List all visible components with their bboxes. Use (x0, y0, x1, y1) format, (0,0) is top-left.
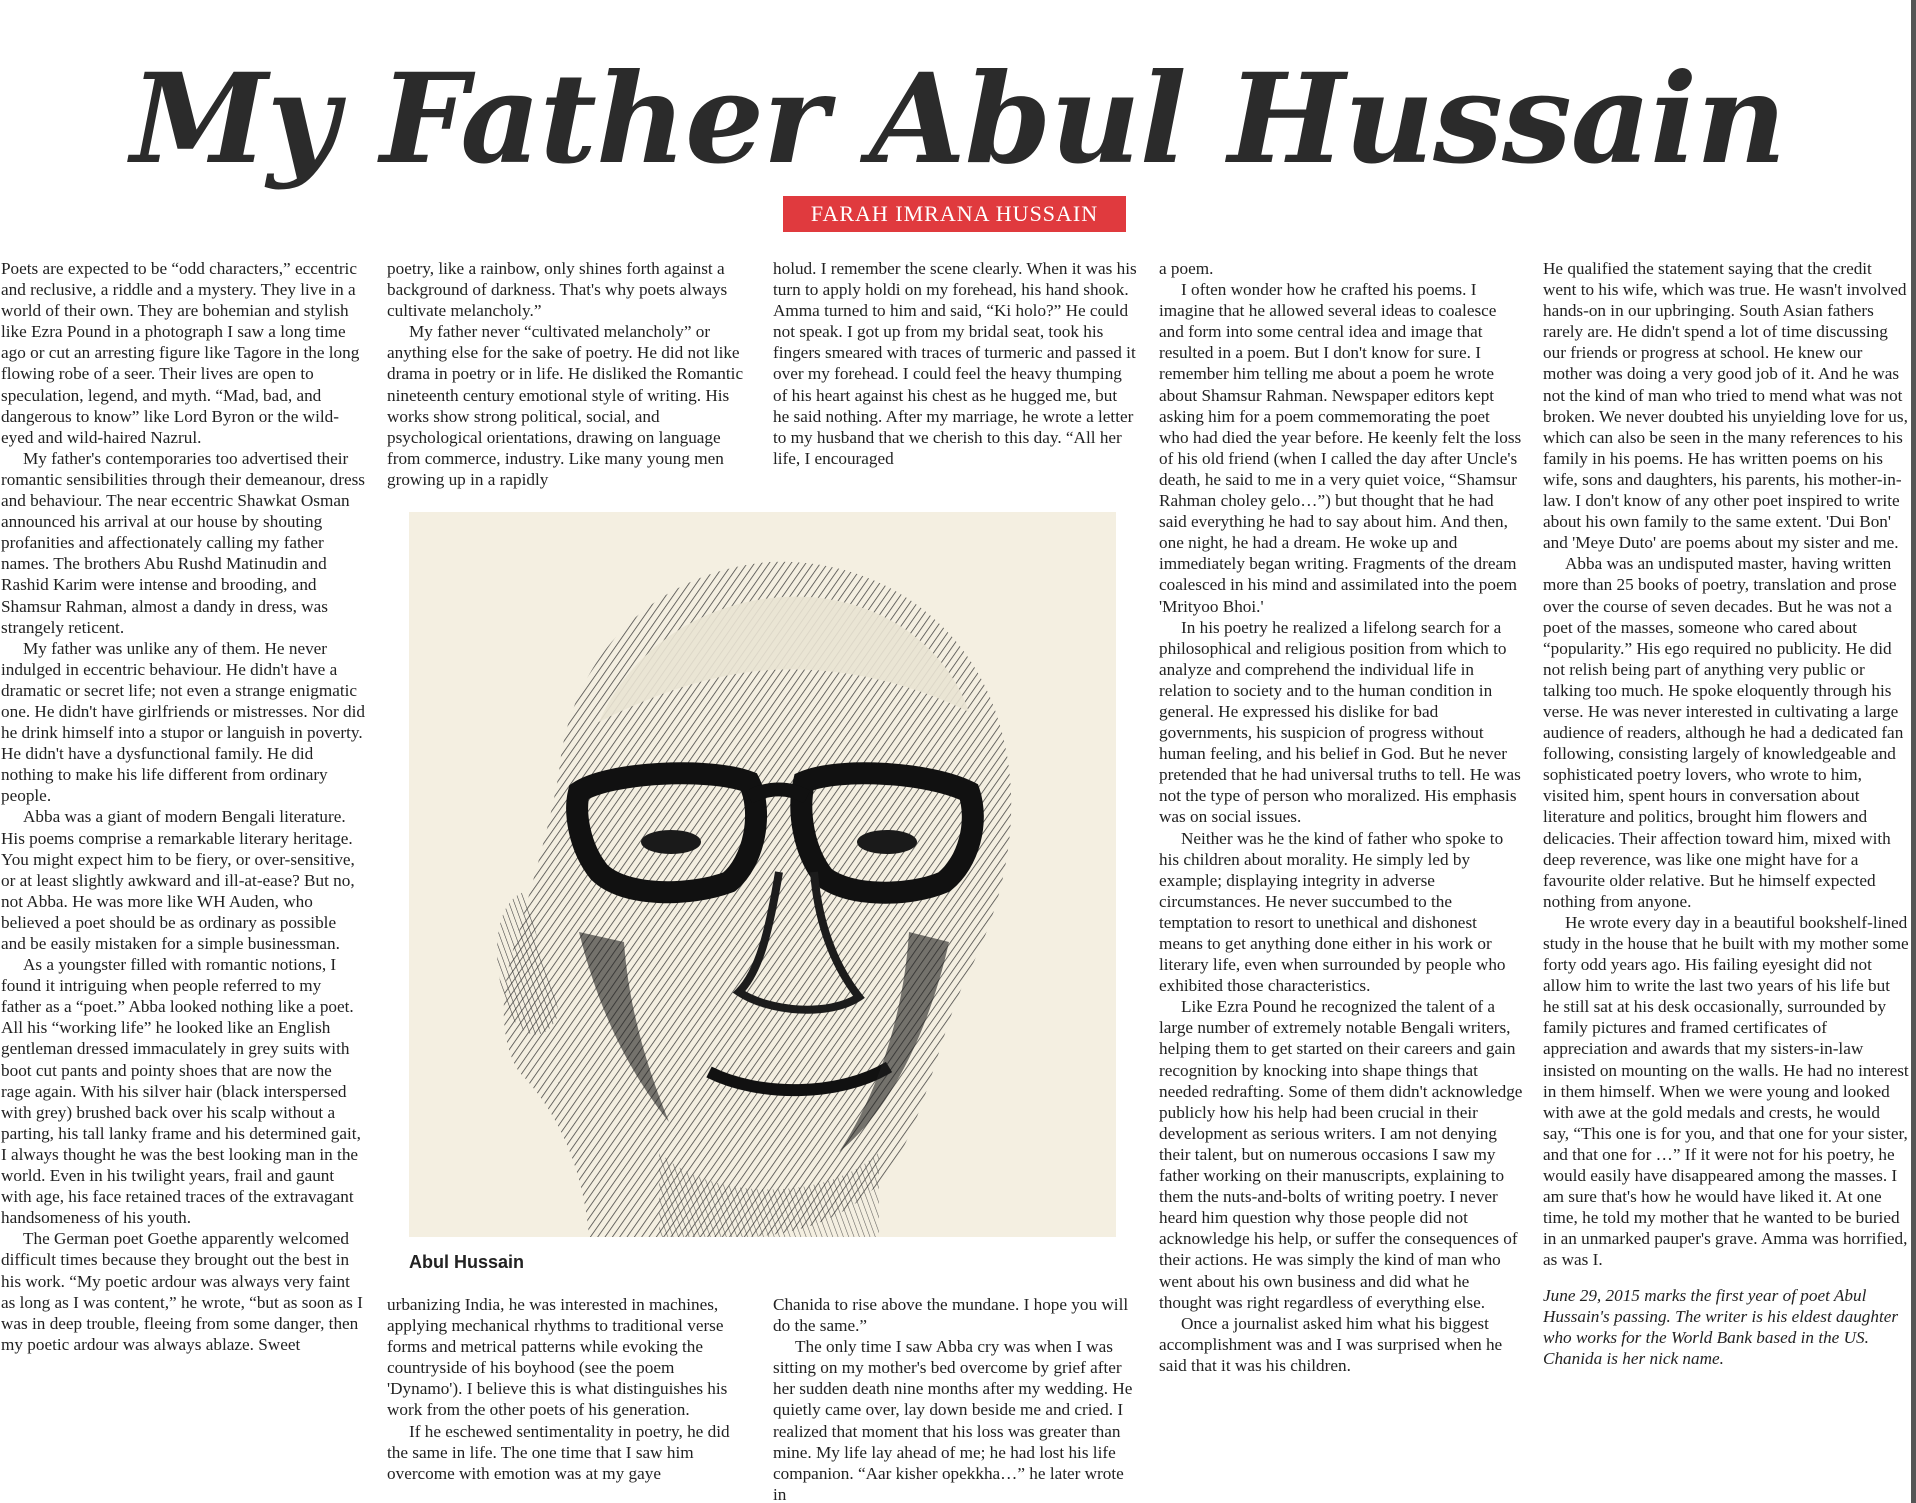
page-edge-shadow (1911, 0, 1916, 1503)
article-column-1 (1, 258, 365, 1503)
portrait-illustration (409, 512, 1116, 1237)
portrait-photo (409, 512, 1116, 1237)
paragraph: Like Ezra Pound he recognized the talent of a large number of extremely notable Bengali writers, helping them to get started on their careers and gain recognition by knocking into shape things that needed redrafting. Some of them didn't acknowledge publicly how his help had been crucial in their development as serious writers. I am not denying their talent, but on numerous occasions I saw my father working on their manuscripts, explaining to them the nuts-and-bolts of writing poetry. I never heard him question why those people did not acknowledge his help, or suffer the consequences of their actions. He was simply the kind of man who went about his own business and did what he thought was right regardless of everything else. (1159, 997, 1523, 1312)
paragraph: Abba was an undisputed master, having written more than 25 books of poetry, translation and prose over the course of seven decades. But he was not a poet of the masses, someone who cared about “popularity.” His ego required no publicity. He did not relish being part of anything very public or talking too much. He spoke eloquently through his verse. He was never interested in cultivating a large audience of readers, although he had a dedicated fan following, consisting largely of knowledgeable and sophisticated poetry lovers, who wrote to him, visited him, spent hours in conversation about literature and politics, brought him flowers and delicacies. Their affection toward him, mixed with deep reverence, was like one might have for a favourite older relative. But he himself expected nothing from anyone. (1543, 554, 1904, 911)
photo-caption: Abul Hussain (409, 1252, 525, 1272)
author-note: June 29, 2015 marks the first year of poet Abul Hussain's passing. The writer is his eldest daughter who works for the World Bank based in the US. Chanida is her nick name. (1543, 1285, 1899, 1368)
article-column-2-top (387, 258, 751, 493)
paragraph: As a youngster filled with romantic notions, I found it intriguing when people referred to my father as a “poet.” Abba looked nothing like a poet. All his “working life” he looked like an English gentleman dressed immaculately in grey suits with boot cut pants and pointy shoes that are now the rage again. With his silver hair (black interspersed with grey) brushed back over his scalp without a parting, his tall lanky frame and his determined gait, I always thought he was the best looking man in the world. Even in his twilight years, frail and gaunt with age, his face retained traces of the extravagant handsomeness of his youth. (1, 955, 361, 1228)
paragraph: urbanizing India, he was interested in machines, applying mechanical rhythms to traditional verse forms and metrical patterns while evoking the countryside of his boyhood (see the poem 'Dynamo'). I believe this is what distinguishes his work from the other poets of his generation. (387, 1295, 728, 1420)
article-column-5 (1543, 258, 1909, 1503)
article-title: My Father Abul Hussain (130, 47, 1786, 192)
paragraph: holud. I remember the scene clearly. When it was his turn to apply holdi on my forehead, his hand shook. Amma turned to him and said, “Ki holo?” He could not speak. I got up from my bridal seat, took his fingers smeared with traces of turmeric and passed it over my forehead. I could feel the heavy thumping of his heart against his chest as he hugged me, but he said nothing. After my marriage, he wrote a letter to my husband that we cherish to this day. “All her life, I encouraged (773, 259, 1137, 468)
article-column-4 (1159, 258, 1523, 1503)
paragraph: a poem. (1159, 259, 1214, 278)
paragraph: Poets are expected to be “odd characters,” eccentric and reclusive, a riddle and a mystery. They live in a world of their own. They are bohemian and stylish like Ezra Pound in a photograph I saw a long time ago or cut an arresting figure like Tagore in the long flowing robe of a seer. Their lives are open to speculation, legend, and myth. “Mad, bad, and dangerous to know” like Lord Byron or the wild-eyed and wild-haired Nazrul. (1, 259, 360, 447)
article-column-3-top (773, 258, 1137, 493)
paragraph: The only time I saw Abba cry was when I was sitting on my mother's bed overcome by grief after her sudden death nine months after my wedding. He quietly came over, lay down beside me and cried. I realized that moment that his loss was greater than mine. My life lay ahead of me; he had lost his life companion. “Aar kisher opekkha…” he later wrote in (773, 1337, 1133, 1503)
paragraph: The German poet Goethe apparently welcomed difficult times because they brought out the best in his work. “My poetic ardour was always very faint as long as I was content,” he wrote, “but as soon as I was in deep trouble, fleeing from some danger, then my poetic ardour was always ablaze. Sweet (1, 1229, 363, 1354)
article-column-2-bottom (387, 1294, 751, 1503)
paragraph: He wrote every day in a beautiful bookshelf-lined study in the house that he built with my mother some forty odd years ago. His failing eyesight did not allow him to write the last two years of his life but he still sat at his desk occasionally, surrounded by family pictures and framed certificates of appreciation and awards that my sisters-in-law insisted on mounting on the walls. He had no interest in them himself. When we were young and looked with awe at the gold medals and crests, he would say, “This one is for you, and that one for your sister, and that one for …” If it were not for his poetry, he would easily have disappeared among the masses. I am sure that's how he would have liked it. At one time, he told my mother that he wanted to be buried in an unmarked pauper's grave. Amma was horrified, as was I. (1543, 912, 1909, 1270)
paragraph: My father never “cultivated melancholy” or anything else for the sake of poetry. He did not like drama in poetry or in life. He disliked the Romantic nineteenth century emotional style of writing. His works show strong political, social, and psychological orientations, drawing on language from commerce, industry. Like many young men growing up in a rapidly (387, 322, 744, 489)
paragraph: In his poetry he realized a lifelong search for a philosophical and religious position from which to analyze and comprehend the individual life in relation to society and to the human condition in general. He expressed his dislike for bad governments, his suspicion of progress without human feeling, and his belief in God. But he never pretended that he had universal truths to tell. He was not the type of person who moralized. His emphasis was on social issues. (1159, 617, 1521, 827)
paragraph: Chanida to rise above the mundane. I hope you will do the same.” (773, 1295, 1129, 1336)
article-column-3-bottom (773, 1294, 1137, 1503)
paragraph: He qualified the statement saying that the credit went to his wife, which was true. He wasn't involved hands-on in our upbringing. South Asian fathers rarely are. He didn't spend a lot of time discussing our friends or progress at school. He knew our mother was doing a very good job of it. And he was not the kind of man who tried to mend what was not broken. We never doubted his unyielding love for us, which can also be seen in the many references to his family in his poems. He has written poems on his wife, sons and daughters, his parents, his mother-in-law. I don't know of any other poet inspired to write about his own family to the same extent. 'Dui Bon' and 'Meye Duto' are poems about my sister and me. (1543, 259, 1908, 553)
paragraph: Neither was he the kind of father who spoke to his children about morality. He simply led by example; displaying integrity in adverse circumstances. He never succumbed to the temptation to resort to unethical and dishonest means to get anything done either in his work or literary life, even when surrounded by people who exhibited those characteristics. (1159, 828, 1506, 996)
paragraph: I often wonder how he crafted his poems. I imagine that he allowed several ideas to coalesce and form into some central idea and image that resulted in a poem. But I don't know for sure. I remember him telling me about a poem he wrote about Shamsur Rahman. Newspaper editors kept asking him for a poem commemorating the poet who had died the year before. He keenly felt the loss of his old friend (when I called the day after Uncle's death, he said to me in a very quiet voice, “Shamsur Rahman choley gelo…”) but thought that he had said everything he had to say about him. And then, one night, he had a dream. He woke up and immediately began writing. Fragments of the dream coalesced in his mind and assimilated into the poem 'Mrityoo Bhoi.' (1159, 280, 1522, 616)
paragraph: poetry, like a rainbow, only shines forth against a background of darkness. That's why poets always cultivate melancholy.” (387, 259, 728, 321)
paragraph: Once a journalist asked him what his biggest accomplishment was and I was surprised when he said that it was his children. (1159, 1313, 1503, 1375)
paragraph: Abba was a giant of modern Bengali literature. His poems comprise a remarkable literary heritage. You might expect him to be fiery, or over-sensitive, or at least slightly awkward and ill-at-ease? But no, not Abba. He was more like WH Auden, who believed a poet should be as ordinary as possible and be easily mistaken for a simple businessman. (1, 807, 355, 953)
author-byline: FARAH IMRANA HUSSAIN (783, 196, 1126, 232)
paragraph: My father was unlike any of them. He never indulged in eccentric behaviour. He didn't have a dramatic or secret life; not even a strange enigmatic one. He didn't have girlfriends or mistresses. Nor did he drink himself into a stupor or languish in poverty. He didn't have a dysfunctional family. He did nothing to make his life different from ordinary people. (1, 638, 365, 806)
paragraph: If he eschewed sentimentality in poetry, he did the same in life. The one time that I saw him overcome with emotion was at my gaye (387, 1421, 730, 1483)
paragraph: My father's contemporaries too advertised their romantic sensibilities through their demeanour, dress and behaviour. The near eccentric Shawkat Osman announced his arrival at our house by shouting profanities and affectionately calling my father names. The brothers Abu Rushd Matinudin and Rashid Karim were intense and brooding, and Shamsur Rahman, almost a dandy in dress, was strangely reticent. (1, 448, 365, 637)
